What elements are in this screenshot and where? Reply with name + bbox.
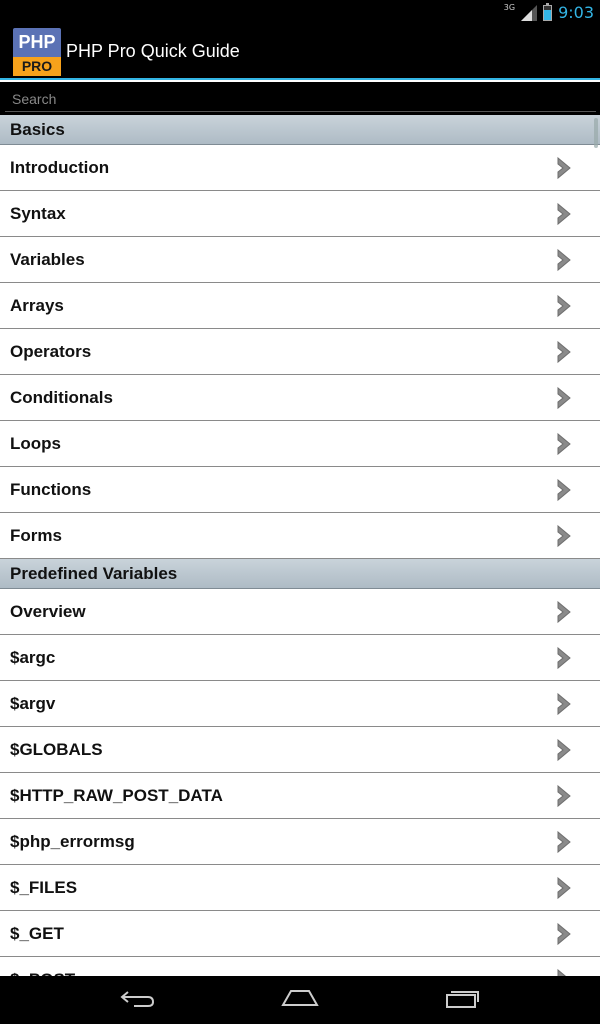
list-item[interactable] [0,191,600,237]
chevron-right-icon [556,387,572,409]
status-icons [504,0,594,25]
list-item[interactable] [0,911,600,957]
app-icon-top-text: PHP [13,28,61,57]
home-button[interactable] [280,986,320,1014]
action-bar [0,25,600,80]
network-type-label: 3G [503,3,516,12]
home-icon [281,987,319,1014]
chevron-right-icon [556,157,572,179]
list-item[interactable] [0,589,600,635]
list-item-label: Loops [10,433,61,453]
list-item[interactable] [0,727,600,773]
list-item[interactable] [0,421,600,467]
app-icon-bottom-text: PRO [13,57,61,76]
list-item[interactable] [0,865,600,911]
battery-icon [543,5,552,21]
chevron-right-icon [556,785,572,807]
list-item[interactable] [0,283,600,329]
recent-apps-button[interactable] [443,986,483,1014]
search-bar [0,82,600,115]
chevron-right-icon [556,739,572,761]
list-item-label: Variables [10,249,85,269]
list-item[interactable] [0,237,600,283]
topic-list[interactable] [0,115,600,976]
chevron-right-icon [556,479,572,501]
list-item-label: Operators [10,341,92,361]
list-item-label: $_GET [10,923,64,943]
section-header: Predefined Variables [0,559,600,589]
list-item[interactable] [0,145,600,191]
list-item-label: Functions [10,479,92,499]
chevron-right-icon [556,601,572,623]
recent-apps-icon [445,987,481,1014]
signal-icon [521,5,537,21]
list-item-label: Overview [10,601,86,621]
list-item-label: $argv [10,693,56,713]
chevron-right-icon [556,647,572,669]
list-item-label: Syntax [10,203,66,223]
list-item-label: $argc [10,647,56,667]
chevron-right-icon [556,341,572,363]
list-item[interactable] [0,819,600,865]
back-icon [120,987,156,1014]
list-item-label: Introduction [10,157,110,177]
chevron-right-icon [556,203,572,225]
list-item-label: $GLOBALS [10,739,103,759]
app-title: PHP Pro Quick Guide [66,41,240,61]
scrollbar[interactable] [594,118,598,148]
list-item[interactable] [0,635,600,681]
list-item-label: Forms [10,525,62,545]
section-header: Basics [0,115,600,145]
list-item[interactable] [0,681,600,727]
back-button[interactable] [118,986,158,1014]
search-input[interactable] [5,86,596,112]
list-item-label: Conditionals [10,387,113,407]
list-item[interactable] [0,773,600,819]
list-item-label: Arrays [10,295,64,315]
navigation-bar [0,976,600,1024]
chevron-right-icon [556,525,572,547]
app-icon[interactable] [13,28,61,76]
chevron-right-icon [556,693,572,715]
status-bar [0,0,600,25]
clock: 9:03 [558,3,594,22]
list-item[interactable] [0,329,600,375]
chevron-right-icon [556,433,572,455]
list-item-label: $php_errormsg [10,831,135,851]
list-item[interactable] [0,467,600,513]
list-item-label: $HTTP_RAW_POST_DATA [10,785,223,805]
chevron-right-icon [556,877,572,899]
chevron-right-icon [556,249,572,271]
chevron-right-icon [556,831,572,853]
chevron-right-icon [556,923,572,945]
chevron-right-icon [556,295,572,317]
list-item-label: $_FILES [10,877,78,897]
list-item[interactable] [0,513,600,559]
list-item[interactable] [0,375,600,421]
